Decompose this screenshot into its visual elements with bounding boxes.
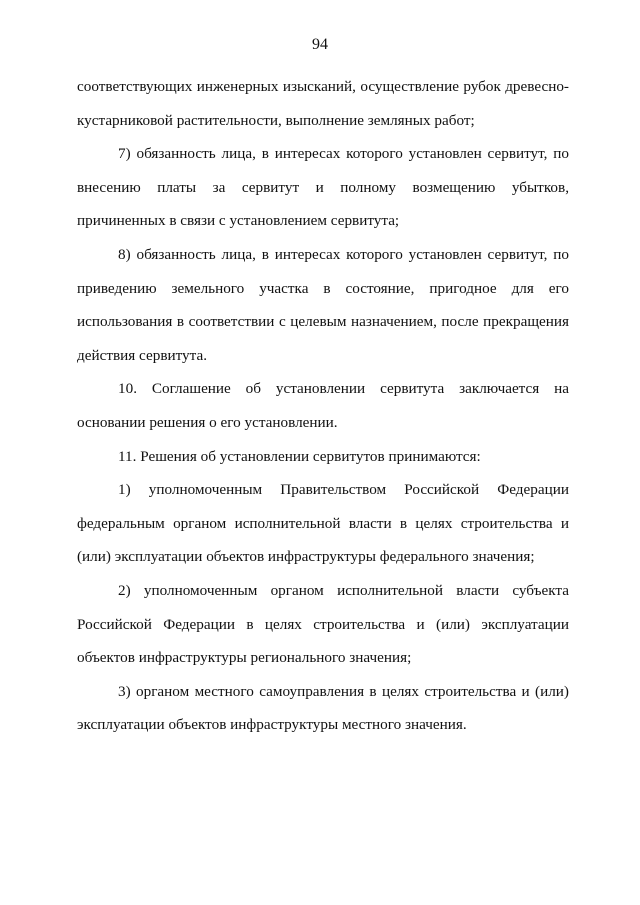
paragraph-item-8: 8) обязанность лица, в интересах которого установлен сервитут, по приведению земельного участка в состояние, пригодное для его использования в соответствии с целевым назначением, после прекращения действия сервитута. [77, 245, 569, 364]
paragraph-continuation: соответствующих инженерных изысканий, осуществление рубок древесно-кустарниковой растительности, выполнение земляных работ; [77, 78, 569, 129]
paragraph-subitem-1: 1) уполномоченным Правительством Российской Федерации федеральным органом исполнительной власти в целях строительства и (или) эксплуатации объектов инфраструктуры федерального значения; [77, 481, 569, 566]
paragraph-subitem-2: 2) уполномоченным органом исполнительной власти субъекта Российской Федерации в целях строительства и (или) эксплуатации объектов инфраструктуры регионального значения; [77, 581, 569, 667]
paragraph-item-7: 7) обязанность лица, в интересах которого установлен сервитут, по внесению платы за сервитут и полному возмещению убытков, причиненных в связи с установлением сервитута; [77, 145, 569, 230]
paragraph-clause-11: 11. Решения об установлении сервитутов принимаются: [118, 447, 481, 465]
page-number: 94 [312, 36, 328, 53]
paragraph-subitem-3: 3) органом местного самоуправления в целях строительства и (или) эксплуатации объектов инфраструктуры местного значения. [77, 682, 569, 734]
paragraph-clause-10: 10. Соглашение об установлении сервитута заключается на основании решения о его установлении. [77, 380, 569, 431]
document-body [77, 70, 569, 742]
